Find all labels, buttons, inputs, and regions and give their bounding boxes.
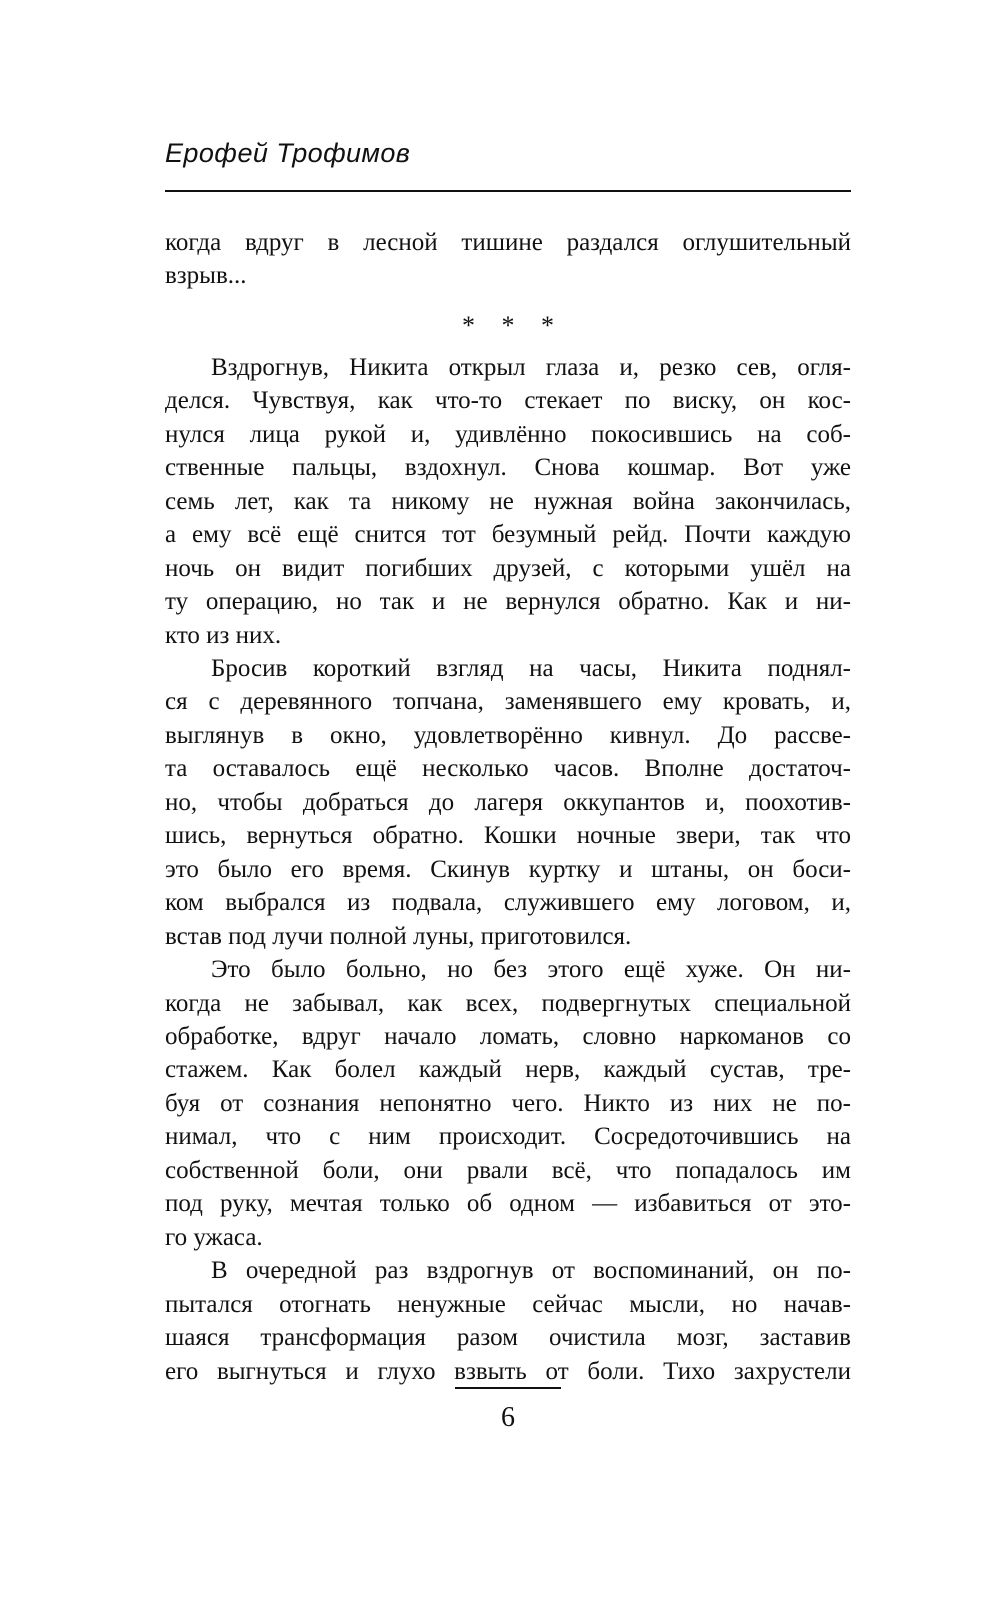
text-line: стажем. Как болел каждый нерв, каждый сустав, тре- [165,1056,851,1084]
text-line: обработке, вдруг начало ломать, словно наркоманов со [165,1022,851,1050]
text-line: под руку, мечтая только об одном — избавиться от это- [165,1190,851,1218]
text-line: делся. Чувствуя, как что-то стекает по виску, он кос- [165,387,851,415]
text-line: это было его время. Скинув куртку и штаны, он боси- [165,855,851,883]
section-separator: * * * [462,310,554,340]
text-line: нимал, что с ним происходит. Сосредоточившись на [165,1123,851,1151]
text-line: буя от сознания непонятно чего. Никто из них не по- [165,1089,851,1117]
text-line: Это было больно, но без этого ещё хуже. Он ни- [211,956,851,984]
paragraph [165,226,851,293]
page-number: 6 [501,1402,515,1433]
text-line: ся с деревянного топчана, заменявшего ему кровать, и, [165,688,851,716]
paragraph [165,953,851,1254]
text-line: семь лет, как та никому не нужная война закончилась, [165,487,851,515]
text-line: Бросив короткий взгляд на часы, Никита поднял- [211,654,851,682]
text-line: ночь он видит погибших друзей, с которыми ушёл на [165,554,851,582]
text-line: ственные пальцы, вздохнул. Снова кошмар. Вот уже [165,454,851,482]
text-line: В очередной раз вздрогнув от воспоминаний, он по- [211,1257,851,1285]
text-line: кто из них. [165,621,282,649]
text-line: ком выбрался из подвала, служившего ему логовом, и, [165,889,851,917]
page-footer [165,1387,851,1434]
text-line: когда вдруг в лесной тишине раздался оглушительный [165,229,851,256]
text-line: а ему всё ещё снится тот безумный рейд. Почти каждую [165,521,851,549]
text-line: выглянув в окно, удовлетворённо кивнул. До рассве- [165,721,851,749]
paragraph [165,351,851,652]
text-line: ту операцию, но так и не вернулся обратно. Как и ни- [165,588,851,616]
text-line: го ужаса. [165,1223,263,1251]
paragraph [165,652,851,953]
text-line: шаяся трансформация разом очистила мозг, заставив [165,1324,851,1352]
text-line: встав под лучи полной луны, приготовился. [165,922,632,950]
text-line: нулся лица рукой и, удивлённо покосившись на соб- [165,420,851,448]
text-line: но, чтобы добраться до лагеря оккупантов и, поохотив- [165,788,851,816]
text-line: та оставалось ещё несколько часов. Вполне достаточ- [165,755,851,783]
header-rule [165,190,851,192]
running-head-author: Ерофей Трофимов [165,138,411,168]
footer-rule [455,1387,561,1389]
text-line: его выгнуться и глухо взвыть от боли. Тихо захрустели [165,1357,851,1385]
text-line: Вздрогнув, Никита открыл глаза и, резко сев, огля- [211,353,851,381]
text-line: пытался отогнать ненужные сейчас мысли, но начав- [165,1290,851,1318]
text-line: взрыв... [165,262,247,290]
paragraph [165,1254,851,1388]
text-body [165,226,851,1388]
text-line: собственной боли, они рвали всё, что попадалось им [165,1156,851,1184]
text-line: когда не забывал, как всех, подвергнутых специальной [165,989,851,1017]
text-line: шись, вернуться обратно. Кошки ночные звери, так что [165,822,851,850]
